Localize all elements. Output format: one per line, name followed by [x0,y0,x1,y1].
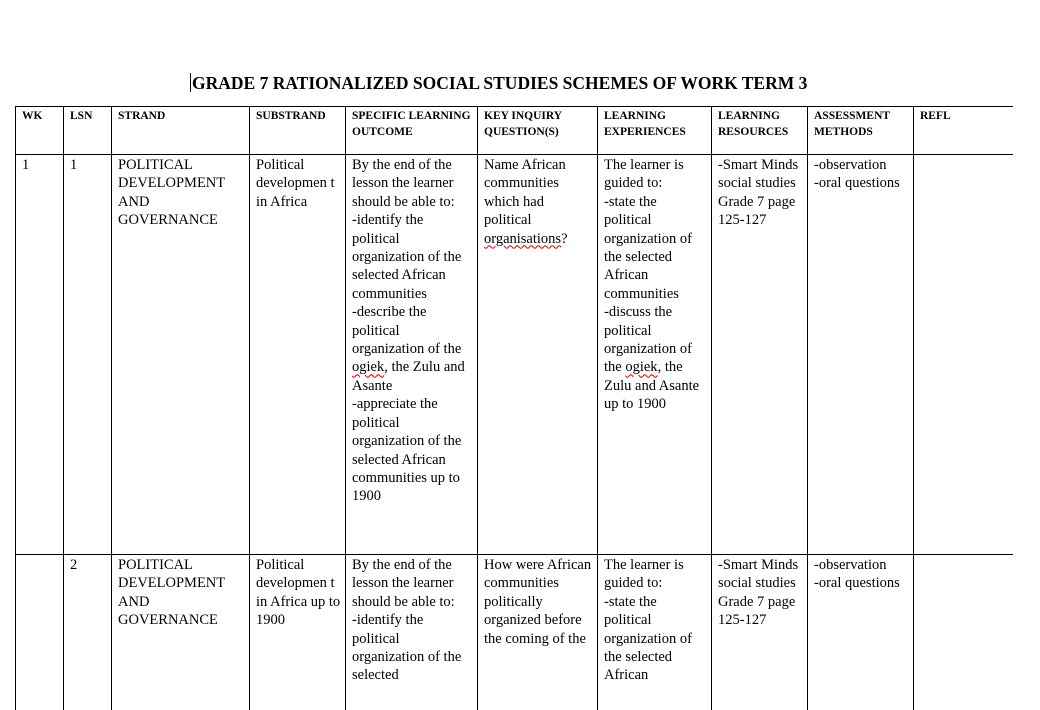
cell-reflection[interactable] [914,555,1014,710]
cell-assessment-methods [808,155,914,555]
cell-assessment-methods [808,555,914,710]
question-text-part-1: Name African communities which had political [484,157,566,229]
cell-learning-resources: -Smart Minds social studies Grade 7 page 125-127 [712,155,808,555]
question-text-part-2: ? [561,230,568,247]
cell-substrand: Political developmen t in Africa up to 1900 [250,555,346,710]
cell-wk [16,555,64,710]
cell-learning-resources: -Smart Minds social studies Grade 7 page 125-127 [712,555,808,710]
cell-lsn: 2 [64,555,112,710]
header-reflection: REFL [914,107,1014,155]
header-assessment-methods: ASSESSMENT METHODS [808,107,914,155]
assessment-text: -observation -oral questions [814,157,900,192]
header-key-inquiry-question: KEY INQUIRY QUESTION(S) [478,107,598,155]
document-title-text: GRADE 7 RATIONALIZED SOCIAL STUDIES SCHEMES OF WORK TERM 3 [192,73,808,93]
header-lsn: LSN [64,107,112,155]
cell-learning-experiences [598,155,712,555]
header-wk: WK [16,107,64,155]
text-cursor [190,73,191,92]
cell-reflection[interactable] [914,155,1014,555]
cell-wk: 1 [16,155,64,555]
cell-learning-experiences [598,555,712,710]
cell-strand [112,155,250,555]
experiences-text [604,156,707,414]
spellcheck-flagged-word[interactable]: organisations [484,230,562,247]
cell-strand [112,555,250,710]
table-row [16,155,1014,555]
outcome-text [352,156,473,506]
cell-key-inquiry-question [478,155,598,555]
outcome-text: By the end of the lesson the learner should be able to: -identify the political organization of the selected [352,557,462,684]
cell-specific-learning-outcome [346,155,478,555]
table-header-row [16,107,1014,155]
experiences-text-part-1: The learner is guided to: -state the political organization of the selected African communities -discuss the political organization of the [604,157,692,376]
header-specific-learning-outcome: SPECIFIC LEARNING OUTCOME [346,107,478,155]
experiences-text: The learner is guided to: -state the political organization of the selected African [604,557,692,684]
outcome-text-part-2: , the Zulu and Asante -appreciate the political organization of the selected African communities up to 1900 [352,359,465,505]
spellcheck-flagged-word[interactable]: ogiek [625,359,658,376]
spellcheck-flagged-word[interactable]: ogiek [352,359,385,376]
document-title [190,73,807,94]
cell-substrand: Political developmen t in Africa [250,155,346,555]
header-substrand: SUBSTRAND [250,107,346,155]
table-row [16,555,1014,710]
cell-lsn: 1 [64,155,112,555]
schemes-of-work-sheet [15,106,1013,710]
cell-key-inquiry-question: How were African communities politically organized before the coming of the [478,555,598,710]
assessment-text: -observation -oral questions [814,557,900,592]
strand-text: POLITICAL DEVELOPMENT AND GOVERNANCE [118,157,225,229]
strand-text: POLITICAL DEVELOPMENT AND GOVERNANCE [118,557,225,629]
header-learning-resources: LEARNING RESOURCES [712,107,808,155]
schemes-of-work-table [15,106,1013,710]
header-learning-experiences: LEARNING EXPERIENCES [598,107,712,155]
cell-specific-learning-outcome [346,555,478,710]
outcome-text-part-1: By the end of the lesson the learner should be able to: -identify the political organization of the selected African communities -describe the political organization of the [352,157,462,358]
header-strand: STRAND [112,107,250,155]
experiences-text-part-2: , the Zulu and Asante up to 1900 [604,359,700,413]
